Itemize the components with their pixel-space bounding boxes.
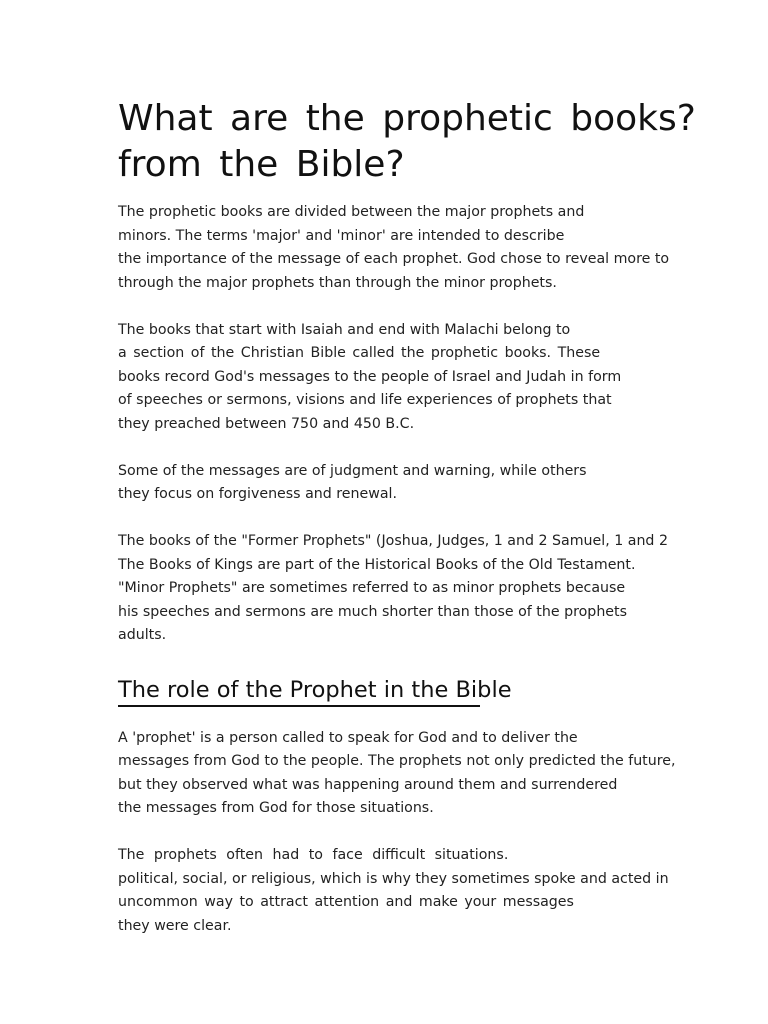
text-line: they focus on forgiveness and renewal. bbox=[118, 486, 398, 502]
text-line: The prophetic books are divided between the major prophets and bbox=[118, 204, 585, 220]
text-line: Some of the messages are of judgment and warning, while others bbox=[118, 462, 587, 479]
text-line: political, social, or religious, which is why they sometimes spoke and acted in bbox=[118, 870, 669, 887]
text-line: but they observed what was happening around them and surrendered bbox=[118, 776, 618, 793]
paragraph-2 bbox=[118, 319, 718, 437]
text-line: The Books of Kings are part of the Historical Books of the Old Testament. bbox=[118, 556, 636, 573]
text-line: A 'prophet' is a person called to speak for God and to deliver the bbox=[118, 729, 578, 746]
section-heading-text: The role of the Prophet in the Bible bbox=[118, 676, 512, 703]
text-line: adults. bbox=[118, 627, 167, 643]
heading-underline bbox=[118, 705, 480, 707]
text-line: minors. The terms 'major' and 'minor' are intended to describe bbox=[118, 227, 565, 244]
paragraph-3 bbox=[118, 460, 718, 507]
text-line: "Minor Prophets" are sometimes referred to as minor prophets because bbox=[118, 580, 626, 596]
document-page bbox=[118, 96, 718, 938]
text-line: books record God's messages to the people of Israel and Judah in form bbox=[118, 368, 622, 385]
text-line: uncommon way to attract attention and make your messages bbox=[118, 894, 574, 910]
text-line: the messages from God for those situations. bbox=[118, 800, 434, 816]
text-line: The books that start with Isaiah and end with Malachi belong to bbox=[118, 321, 571, 338]
text-line: of speeches or sermons, visions and life experiences of prophets that bbox=[118, 392, 612, 408]
text-line: The books of the "Former Prophets" (Joshua, Judges, 1 and 2 Samuel, 1 and 2 bbox=[118, 533, 668, 549]
text-line: his speeches and sermons are much shorter than those of the prophets bbox=[118, 603, 627, 620]
text-line: the importance of the message of each prophet. God chose to reveal more to bbox=[118, 251, 670, 267]
section-paragraph-2 bbox=[118, 844, 718, 938]
text-line: through the major prophets than through the minor prophets. bbox=[118, 274, 557, 291]
text-line: they were clear. bbox=[118, 917, 232, 934]
paragraph-4 bbox=[118, 530, 718, 648]
text-line: The prophets often had to face difficult situations. bbox=[118, 847, 509, 863]
text-line: they preached between 750 and 450 B.C. bbox=[118, 415, 415, 432]
page-title bbox=[118, 96, 718, 188]
section-heading bbox=[118, 675, 512, 705]
title-line-2: from the Bible? bbox=[118, 144, 405, 185]
text-line: messages from God to the people. The prophets not only predicted the future, bbox=[118, 753, 676, 769]
title-line-1: What are the prophetic books? bbox=[118, 98, 696, 139]
text-line: a section of the Christian Bible called the prophetic books. These bbox=[118, 345, 601, 361]
section-paragraph-1 bbox=[118, 727, 718, 821]
paragraph-1 bbox=[118, 201, 718, 295]
